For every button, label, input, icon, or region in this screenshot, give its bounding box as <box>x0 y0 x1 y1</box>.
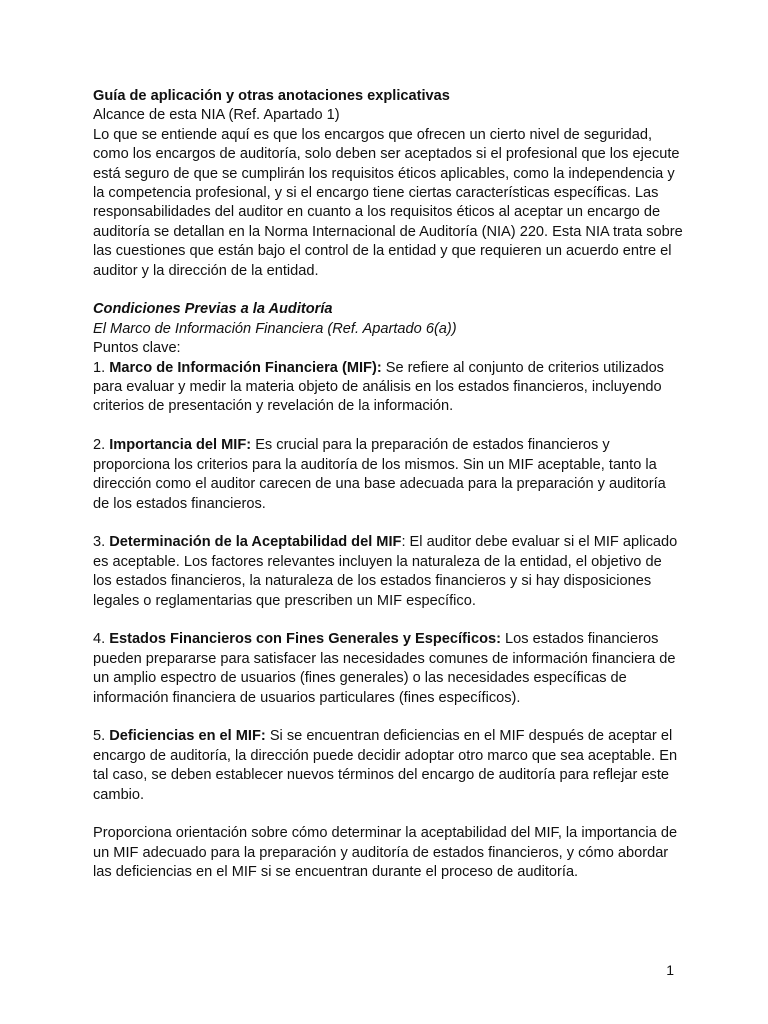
key-point-number: 2. <box>93 437 110 454</box>
page-number: 1 <box>666 962 674 978</box>
key-point-number: 4. <box>93 631 110 648</box>
key-point-text: Si se encuentran deficiencias en el MIF después de aceptar el encargo de auditoría, la dirección puede decidir adoptar otro marco que sea aceptable. En tal caso, se deben establecer nuevos términos del encargo de auditoría para reflejar este cambio. <box>93 728 678 803</box>
key-point-term: Determinación de la Aceptabilidad del MIF <box>109 534 402 551</box>
section-subheading-alcance: Alcance de esta NIA (Ref. Apartado 1) <box>93 107 340 124</box>
key-point-4 <box>93 630 683 708</box>
section-subheading-marco: El Marco de Información Financiera (Ref. Apartado 6(a)) <box>93 320 457 337</box>
key-point-text: Los estados financieros pueden prepararse para satisfacer las necesidades comunes de información financiera de un amplio espectro de usuarios (fines generales) o las necesidades específicas de información financiera de usuarios particulares (fines específicos). <box>93 631 676 706</box>
paragraph-spacer <box>93 805 683 824</box>
key-point-term: Deficiencias en el MIF: <box>109 728 266 745</box>
key-point-1 <box>93 359 683 417</box>
document-page <box>93 87 683 883</box>
key-point-number: 5. <box>93 728 110 745</box>
paragraph-spacer <box>93 281 683 300</box>
key-point-5 <box>93 727 683 805</box>
paragraph-spacer <box>93 514 683 533</box>
key-points-intro: Puntos clave: <box>93 340 181 357</box>
key-point-term: Estados Financieros con Fines Generales y Específicos: <box>109 631 501 648</box>
key-point-number: 3. <box>93 534 110 551</box>
paragraph-closing: Proporciona orientación sobre cómo determinar la aceptabilidad del MIF, la importancia de un MIF adecuado para la preparación y auditoría de estados financieros, y cómo abordar las deficiencias en el MIF si se encuentran durante el proceso de auditoría. <box>93 825 678 881</box>
paragraph-spacer <box>93 708 683 727</box>
key-point-term: Marco de Información Financiera (MIF): <box>109 359 382 376</box>
key-point-3 <box>93 533 683 611</box>
key-point-term: Importancia del MIF: <box>109 437 252 454</box>
section-heading-condiciones: Condiciones Previas a la Auditoría <box>93 301 333 318</box>
key-point-2 <box>93 436 683 514</box>
key-point-text: : El auditor debe evaluar si el MIF aplicado es aceptable. Los factores relevantes incluyen la naturaleza de la entidad, el objetivo de los estados financieros, la naturaleza de los estados financieros y si hay disposiciones legales o reglamentarias que prescriben un MIF específico. <box>93 534 678 609</box>
key-point-number: 1. <box>93 359 110 376</box>
section-heading-guia: Guía de aplicación y otras anotaciones explicativas <box>93 88 450 104</box>
paragraph-spacer <box>93 417 683 436</box>
key-point-text: Es crucial para la preparación de estados financieros y proporciona los criterios para la auditoría de los mismos. Sin un MIF aceptable, tanto la dirección como el auditor carecen de una base adecuada para la preparación y auditoría de los estados financieros. <box>93 437 666 512</box>
key-point-text: Se refiere al conjunto de criterios utilizados para evaluar y medir la materia objeto de análisis en los estados financieros, incluyendo criterios de presentación y revelación de la información. <box>93 359 664 415</box>
paragraph-spacer <box>93 611 683 630</box>
paragraph-alcance: Lo que se entiende aquí es que los encargos que ofrecen un cierto nivel de seguridad, como los encargos de auditoría, solo deben ser aceptados si el profesional que los ejecute está seguro de que se cumplirán los requisitos éticos aplicables, como la independencia y la competencia profesional, y si el encargo tiene ciertas características específicas. Las responsabilidades del auditor en cuanto a los requisitos éticos al aceptar un encargo de auditoría se detallan en la Norma Internacional de Auditoría (NIA) 220. Esta NIA trata sobre las cuestiones que están bajo el control de la entidad y que requieren un acuerdo entre el auditor y la dirección de la entidad. <box>93 126 683 279</box>
